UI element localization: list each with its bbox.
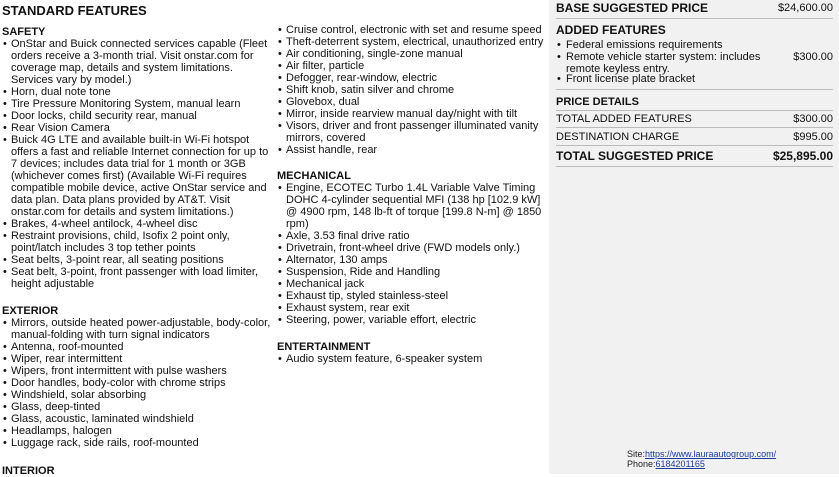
feature-item: • Audio system feature, 6-speaker system bbox=[277, 353, 547, 365]
feature-item: • Rear Vision Camera bbox=[2, 122, 274, 134]
feature-item: • Wiper, rear intermittent bbox=[2, 353, 274, 365]
feature-item: • Door handles, body-color with chrome strips bbox=[2, 377, 274, 389]
total-added-value: $300.00 bbox=[793, 113, 833, 125]
divider bbox=[556, 127, 833, 128]
feature-item: • Restraint provisions, child, Isofix 2 point only, point/latch includes 3 top tether points bbox=[2, 230, 274, 254]
mechanical-section bbox=[277, 170, 547, 326]
interior-section bbox=[2, 465, 274, 477]
interior-heading: INTERIOR bbox=[2, 465, 55, 477]
added-features-heading: ADDED FEATURES bbox=[556, 23, 666, 37]
feature-item: • OnStar and Buick connected services capable (Fleet orders receive a 3-month trial. Visit onstar.com for coverage map, details and system limitations. Services vary by model.) bbox=[2, 38, 274, 86]
total-added-label: TOTAL ADDED FEATURES bbox=[556, 113, 692, 125]
mechanical-list bbox=[277, 182, 547, 326]
feature-item: • Engine, ECOTEC Turbo 1.4L Variable Valve Timing DOHC 4-cylinder sequential MFI (138 hp [102.9 kW] @ 4900 rpm, 148 lb-ft of torque [199.8 N-m] @ 1850 rpm) bbox=[277, 182, 547, 230]
feature-item: • Brakes, 4-wheel antilock, 4-wheel disc bbox=[2, 218, 274, 230]
base-price-value: $24,600.00 bbox=[777, 2, 833, 14]
feature-item: • Air conditioning, single-zone manual bbox=[277, 48, 547, 60]
interior-list bbox=[277, 24, 547, 156]
phone-link[interactable]: 6184201165 bbox=[655, 459, 705, 469]
feature-item: • Tire Pressure Monitoring System, manual learn bbox=[2, 98, 274, 110]
feature-item: • Windshield, solar absorbing bbox=[2, 389, 274, 401]
exterior-heading: EXTERIOR bbox=[2, 305, 59, 317]
destination-value: $995.00 bbox=[793, 131, 833, 143]
feature-item: • Antenna, roof-mounted bbox=[2, 341, 274, 353]
feature-item: • Exhaust tip, styled stainless-steel bbox=[277, 290, 547, 302]
entertainment-section bbox=[277, 341, 547, 365]
total-price-label: TOTAL SUGGESTED PRICE bbox=[556, 149, 714, 163]
feature-item: • Mechanical jack bbox=[277, 278, 547, 290]
base-price-row bbox=[556, 1, 833, 15]
divider bbox=[556, 89, 833, 90]
entertainment-heading: ENTERTAINMENT bbox=[277, 341, 371, 353]
divider bbox=[556, 110, 833, 111]
destination-label: DESTINATION CHARGE bbox=[556, 131, 680, 143]
feature-item: • Luggage rack, side rails, roof-mounted bbox=[2, 437, 274, 449]
features-column-left bbox=[2, 0, 274, 477]
divider bbox=[556, 166, 833, 167]
feature-item: • Shift knob, satin silver and chrome bbox=[277, 84, 547, 96]
feature-item: • Suspension, Ride and Handling bbox=[277, 266, 547, 278]
divider bbox=[556, 18, 833, 19]
interior-continued-section bbox=[277, 24, 547, 156]
feature-item: • Cruise control, electronic with set and resume speed bbox=[277, 24, 547, 36]
total-price-value: $25,895.00 bbox=[772, 149, 833, 163]
page-title: STANDARD FEATURES bbox=[2, 3, 147, 18]
entertainment-list bbox=[277, 353, 547, 365]
feature-item: • Glass, deep-tinted bbox=[2, 401, 274, 413]
feature-item: • Glass, acoustic, laminated windshield bbox=[2, 413, 274, 425]
exterior-list bbox=[2, 317, 274, 449]
feature-item: • Defogger, rear-window, electric bbox=[277, 72, 547, 84]
added-feature-name: • Federal emissions requirements bbox=[556, 39, 786, 51]
feature-item: • Mirror, inside rearview manual day/night with tilt bbox=[277, 108, 547, 120]
feature-item: • Seat belt, 3-point, front passenger with load limiter, height adjustable bbox=[2, 266, 274, 290]
added-feature-price: $300.00 bbox=[793, 51, 833, 63]
dealer-site bbox=[627, 449, 776, 459]
added-feature-name: • Front license plate bracket bbox=[556, 73, 786, 85]
added-feature-item bbox=[556, 39, 833, 51]
feature-item: • Door locks, child security rear, manual bbox=[2, 110, 274, 122]
feature-item: • Mirrors, outside heated power-adjustable, body-color, manual-folding with turn signal indicators bbox=[2, 317, 274, 341]
feature-item: • Axle, 3.53 final drive ratio bbox=[277, 230, 547, 242]
safety-list bbox=[2, 38, 274, 290]
price-details-heading: PRICE DETAILS bbox=[556, 96, 639, 108]
feature-item: • Headlamps, halogen bbox=[2, 425, 274, 437]
total-price-row bbox=[556, 149, 833, 163]
dealer-phone bbox=[627, 459, 705, 469]
feature-item: • Exhaust system, rear exit bbox=[277, 302, 547, 314]
mechanical-heading: MECHANICAL bbox=[277, 170, 351, 182]
site-link[interactable]: https://www.lauraautogroup.com/ bbox=[645, 449, 777, 459]
added-feature-item bbox=[556, 73, 833, 85]
added-feature-item bbox=[556, 51, 833, 75]
added-feature-name: • Remote vehicle starter system: includes remote keyless entry. bbox=[556, 51, 781, 75]
feature-item: • Alternator, 130 amps bbox=[277, 254, 547, 266]
feature-item: • Drivetrain, front-wheel drive (FWD models only.) bbox=[277, 242, 547, 254]
feature-item: • Assist handle, rear bbox=[277, 144, 547, 156]
destination-row bbox=[556, 131, 833, 143]
feature-item: • Seat belts, 3-point rear, all seating positions bbox=[2, 254, 274, 266]
feature-item: • Wipers, front intermittent with pulse washers bbox=[2, 365, 274, 377]
exterior-section bbox=[2, 305, 274, 449]
feature-item: • Steering, power, variable effort, electric bbox=[277, 314, 547, 326]
feature-item: • Visors, driver and front passenger illuminated vanity mirrors, covered bbox=[277, 120, 547, 144]
feature-item: • Theft-deterrent system, electrical, unauthorized entry bbox=[277, 36, 547, 48]
safety-section bbox=[2, 26, 274, 290]
safety-heading: SAFETY bbox=[2, 26, 46, 38]
feature-item: • Horn, dual note tone bbox=[2, 86, 274, 98]
feature-item: • Air filter, particle bbox=[277, 60, 547, 72]
feature-item: • Glovebox, dual bbox=[277, 96, 547, 108]
features-column-right bbox=[277, 0, 547, 365]
divider bbox=[556, 145, 833, 146]
total-added-row bbox=[556, 113, 833, 125]
phone-label: Phone: bbox=[627, 459, 656, 469]
pricing-panel bbox=[549, 0, 839, 474]
site-label: Site: bbox=[627, 449, 646, 459]
feature-item: • Buick 4G LTE and available built-in Wi-Fi hotspot offers a fast and reliable Internet connection for up to 7 devices; includes data trial for 1 month or 3GB (whichever comes first) (Available Wi-Fi requires compatible mobile device, active OnStar service and data plan. Data plans provided by AT&T. Visit onstar.com for details and system limitations.) bbox=[2, 134, 274, 218]
base-price-label: BASE SUGGESTED PRICE bbox=[556, 1, 709, 15]
